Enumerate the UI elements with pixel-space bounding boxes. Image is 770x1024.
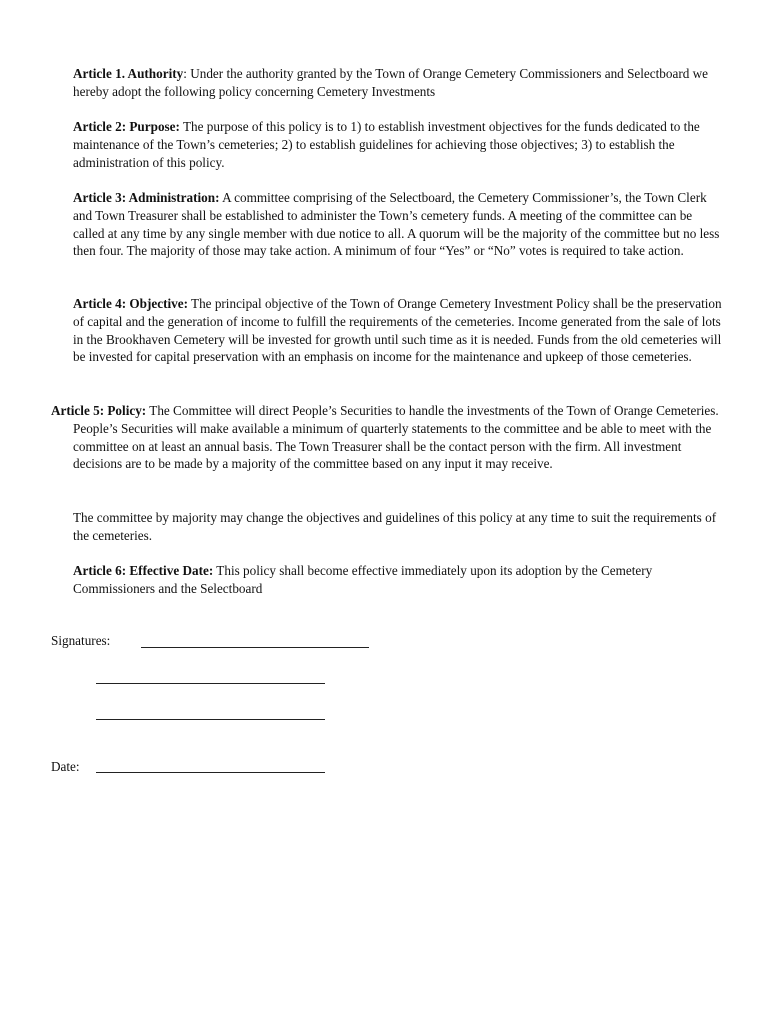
article-2-heading: Article 2: Purpose: bbox=[73, 119, 180, 134]
article-4-objective bbox=[73, 295, 723, 366]
date-line[interactable] bbox=[96, 772, 325, 773]
policy-change-paragraph: The committee by majority may change the objectives and guidelines of this policy at any time to suit the requirements of the cemeteries. bbox=[73, 510, 717, 543]
article-5-policy bbox=[51, 402, 723, 473]
article-6-effective-date bbox=[73, 562, 723, 598]
article-5-body: The Committee will direct People’s Securities to handle the investments of the Town of Orange Cemeteries. People’s Securities will make available a minimum of quarterly statements to the committee and be able to meet with the committee on at least an annual basis. The Town Treasurer shall be the contact person with the firm. All investment decisions are to be made by a majority of the committee based on any input it may receive. bbox=[73, 403, 719, 472]
article-2-body: The purpose of this policy is to 1) to establish investment objectives for the funds dedicated to the maintenance of the Town’s cemeteries; 2) to establish guidelines for achieving those objectives; 3) to establish the administration of this policy. bbox=[73, 119, 700, 170]
article-3-body: A committee comprising of the Selectboard, the Cemetery Commissioner’s, the Town Clerk and Town Treasurer shall be established to administer the Town’s cemetery funds. A meeting of the committee can be called at any time by any single member with due notice to all. A quorum will be the majority of the committee but no less then four. The majority of those may take action. A minimum of four “Yes” or “No” votes is required to take action. bbox=[73, 190, 720, 259]
signature-line-2[interactable] bbox=[96, 683, 325, 684]
article-5-heading: Article 5: Policy: bbox=[51, 403, 147, 418]
article-1-authority bbox=[73, 65, 723, 101]
article-4-heading: Article 4: Objective: bbox=[73, 296, 188, 311]
article-3-heading: Article 3: Administration: bbox=[73, 190, 220, 205]
article-4-body: The principal objective of the Town of Orange Cemetery Investment Policy shall be the preservation of capital and the generation of income to fulfill the requirements of the cemeteries. Income generated from the sale of lots in the Brookhaven Cemetery will be invested for growth until such time as it is needed. Funds from the old cemeteries will be invested for capital preservation with an emphasis on income for the maintenance and upkeep of those cemeteries. bbox=[73, 296, 722, 365]
date-label: Date: bbox=[51, 759, 80, 774]
article-1-separator: : bbox=[183, 66, 187, 81]
article-1-body: Under the authority granted by the Town of Orange Cemetery Commissioners and Selectboard we hereby adopt the following policy concerning Cemetery Investments bbox=[73, 66, 708, 99]
article-6-heading: Article 6: Effective Date: bbox=[73, 563, 214, 578]
article-6-body: This policy shall become effective immediately upon its adoption by the Cemetery Commissioners and the Selectboard bbox=[73, 563, 653, 596]
article-2-purpose bbox=[73, 118, 723, 171]
signatures-label: Signatures: bbox=[51, 633, 111, 648]
article-1-heading: Article 1. Authority bbox=[73, 66, 184, 81]
signature-line-1[interactable] bbox=[141, 647, 369, 648]
article-3-administration bbox=[73, 189, 723, 260]
signature-line-3[interactable] bbox=[96, 719, 325, 720]
